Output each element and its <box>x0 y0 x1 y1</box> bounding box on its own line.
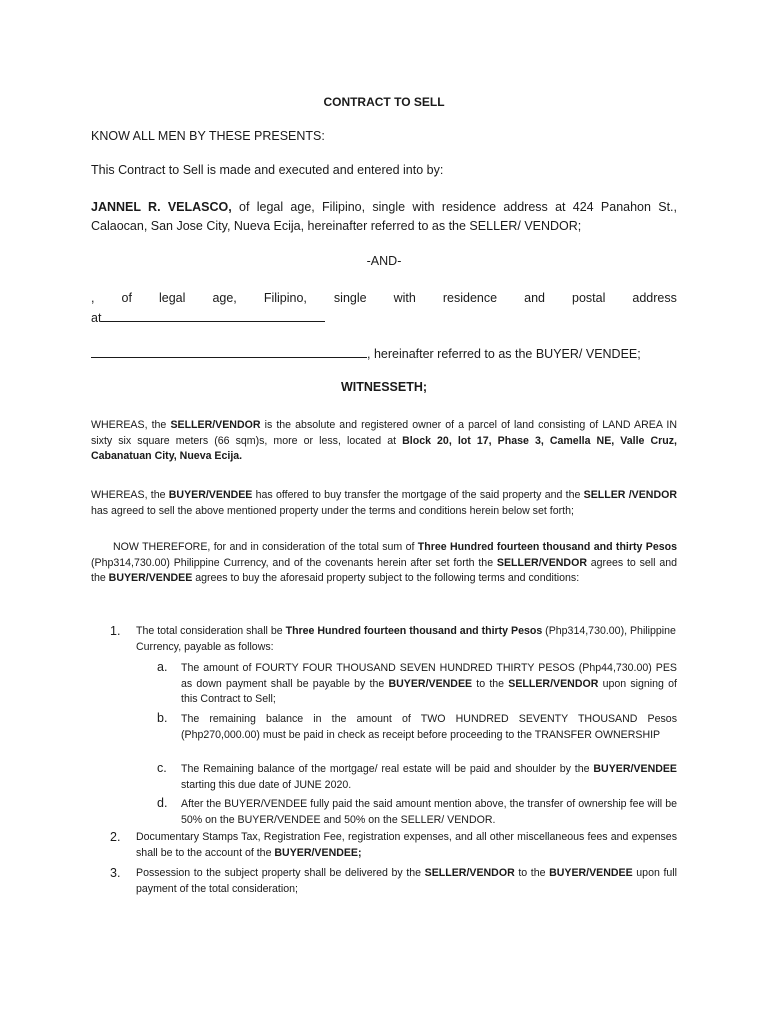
buyer-name-blank[interactable] <box>91 344 367 358</box>
text-run: Block 20, lot 17, Phase 3, Camella NE, Valle Cruz, Cabanatuan City, Nueva Ecija. <box>91 434 677 463</box>
text-run: (Php314,730.00), Philippine Currency, payable as follows: <box>136 625 676 653</box>
text-run: After the BUYER/VENDEE fully paid the said amount mention above, the transfer of ownership fee will be 50% on the BUYER/VENDEE and 50% on the SELLER/ VENDOR. <box>181 798 677 826</box>
term-subitem-c <box>157 762 677 793</box>
buyer-designation: , hereinafter referred to as the BUYER/ VENDEE; <box>367 347 641 361</box>
buyer-word: legal <box>158 291 186 305</box>
buyer-word: address <box>632 291 677 305</box>
text-run: NOW THEREFORE, for and in consideration of the total sum of <box>113 541 418 553</box>
term-item-1 <box>110 624 677 655</box>
seller-name: JANNEL R. VELASCO, <box>91 200 232 214</box>
term-subitem-a <box>157 661 677 708</box>
text-run: BUYER/VENDEE; <box>274 846 362 859</box>
buyer-word: postal <box>572 291 606 305</box>
document-title: CONTRACT TO SELL <box>323 95 445 109</box>
address-prefix: at <box>91 311 102 325</box>
whereas-paragraph-2 <box>91 488 677 519</box>
text-run: Three Hundred fourteen thousand and thirty Pesos <box>417 541 677 553</box>
list-number: 2. <box>110 830 121 844</box>
seller-details: of legal age, Filipino, single with residence address at 424 Panahon St., Calaocan, San Jose City, Nueva Ecija, hereinafter referred to as the SELLER/ VENDOR; <box>91 200 678 233</box>
buyer-name-line <box>91 344 677 364</box>
text-run: BUYER/VENDEE <box>593 763 677 775</box>
text-run: agrees to buy the aforesaid property subject to the following terms and conditions: <box>192 572 580 585</box>
buyer-paragraph <box>91 289 677 328</box>
address-blank[interactable] <box>101 308 325 322</box>
text-run: SELLER/VENDOR <box>496 556 587 569</box>
list-number: 3. <box>110 866 121 880</box>
list-letter: c. <box>157 761 167 775</box>
text-run: BUYER/VENDEE <box>168 489 253 501</box>
text-run: The total consideration shall be <box>136 625 286 637</box>
text-run: Possession to the subject property shall be delivered by the <box>136 867 425 879</box>
opening-heading: KNOW ALL MEN BY THESE PRESENTS: <box>91 129 325 143</box>
term-item-2 <box>110 830 677 861</box>
intro-paragraph: This Contract to Sell is made and executed and entered into by: <box>91 163 444 177</box>
text-run: The Remaining balance of the mortgage/ real estate will be paid and shoulder by the <box>181 763 594 775</box>
text-run: SELLER/VENDOR <box>424 867 515 879</box>
buyer-word: single <box>333 291 367 305</box>
list-letter: d. <box>157 796 168 810</box>
buyer-word: of <box>121 291 132 305</box>
buyer-word: and <box>524 291 545 305</box>
text-run: agrees to sell and the <box>91 556 677 585</box>
term-item-3 <box>110 866 677 897</box>
text-run: (Php314,730.00) Philippine Currency, and of the covenants herein after set forth the <box>91 556 497 569</box>
buyer-line-2 <box>91 308 677 328</box>
text-run: upon signing of this Contract to Sell; <box>181 677 677 706</box>
text-run: BUYER/VENDEE <box>108 572 193 585</box>
text-run: starting this due date of JUNE 2020. <box>181 778 352 791</box>
buyer-word: residence <box>442 291 498 305</box>
and-separator: -AND- <box>366 254 402 268</box>
term-subitem-b <box>157 712 677 743</box>
text-run: is the absolute and registered owner of a parcel of land consisting of LAND AREA IN sixty six square meters (66 sqm)s, more or less, located at <box>91 419 678 447</box>
buyer-word: with <box>393 291 416 305</box>
buyer-word: age, <box>212 291 237 305</box>
buyer-line-1 <box>91 289 677 308</box>
text-run: WHEREAS, the <box>91 419 171 431</box>
text-run: BUYER/VENDEE <box>549 867 633 879</box>
text-run: upon full payment of the total consideration; <box>136 867 677 895</box>
list-letter: b. <box>157 711 168 725</box>
text-run: has offered to buy transfer the mortgage of the said property and the <box>252 489 584 501</box>
seller-paragraph <box>91 198 677 236</box>
text-run: The remaining balance in the amount of TWO HUNDRED SEVENTY THOUSAND Pesos (Php270,000.00) must be paid in check as receipt before proceeding to the TRANSFER OWNERSHIP <box>181 713 677 741</box>
whereas-paragraph-1 <box>91 418 677 465</box>
now-therefore-paragraph <box>91 540 677 587</box>
text-run: to the <box>514 867 550 879</box>
term-subitem-d <box>157 797 677 828</box>
text-run: to the <box>472 677 509 690</box>
buyer-word: , <box>91 291 95 305</box>
text-run: Three Hundred fourteen thousand and thirty Pesos <box>285 625 543 637</box>
text-run: has agreed to sell the above mentioned property under the terms and conditions herein below set forth; <box>91 504 574 517</box>
text-run: SELLER/VENDOR <box>508 677 599 690</box>
text-run: BUYER/VENDEE <box>388 677 473 690</box>
list-letter: a. <box>157 660 168 674</box>
text-run: SELLER/VENDOR <box>170 419 261 431</box>
text-run: Documentary Stamps Tax, Registration Fee, registration expenses, and all other miscellaneous fees and expenses shall be to the account of the <box>136 831 677 859</box>
buyer-word: Filipino, <box>263 291 307 305</box>
list-number: 1. <box>110 624 121 638</box>
text-run: WHEREAS, the <box>91 489 169 501</box>
text-run: The amount of FOURTY FOUR THOUSAND SEVEN HUNDRED THIRTY PESOS (Php44,730.00) PES as down payment shall be payable by the <box>181 662 677 690</box>
witnesseth-heading: WITNESSETH; <box>340 380 428 394</box>
text-run: SELLER /VENDOR <box>583 489 677 501</box>
